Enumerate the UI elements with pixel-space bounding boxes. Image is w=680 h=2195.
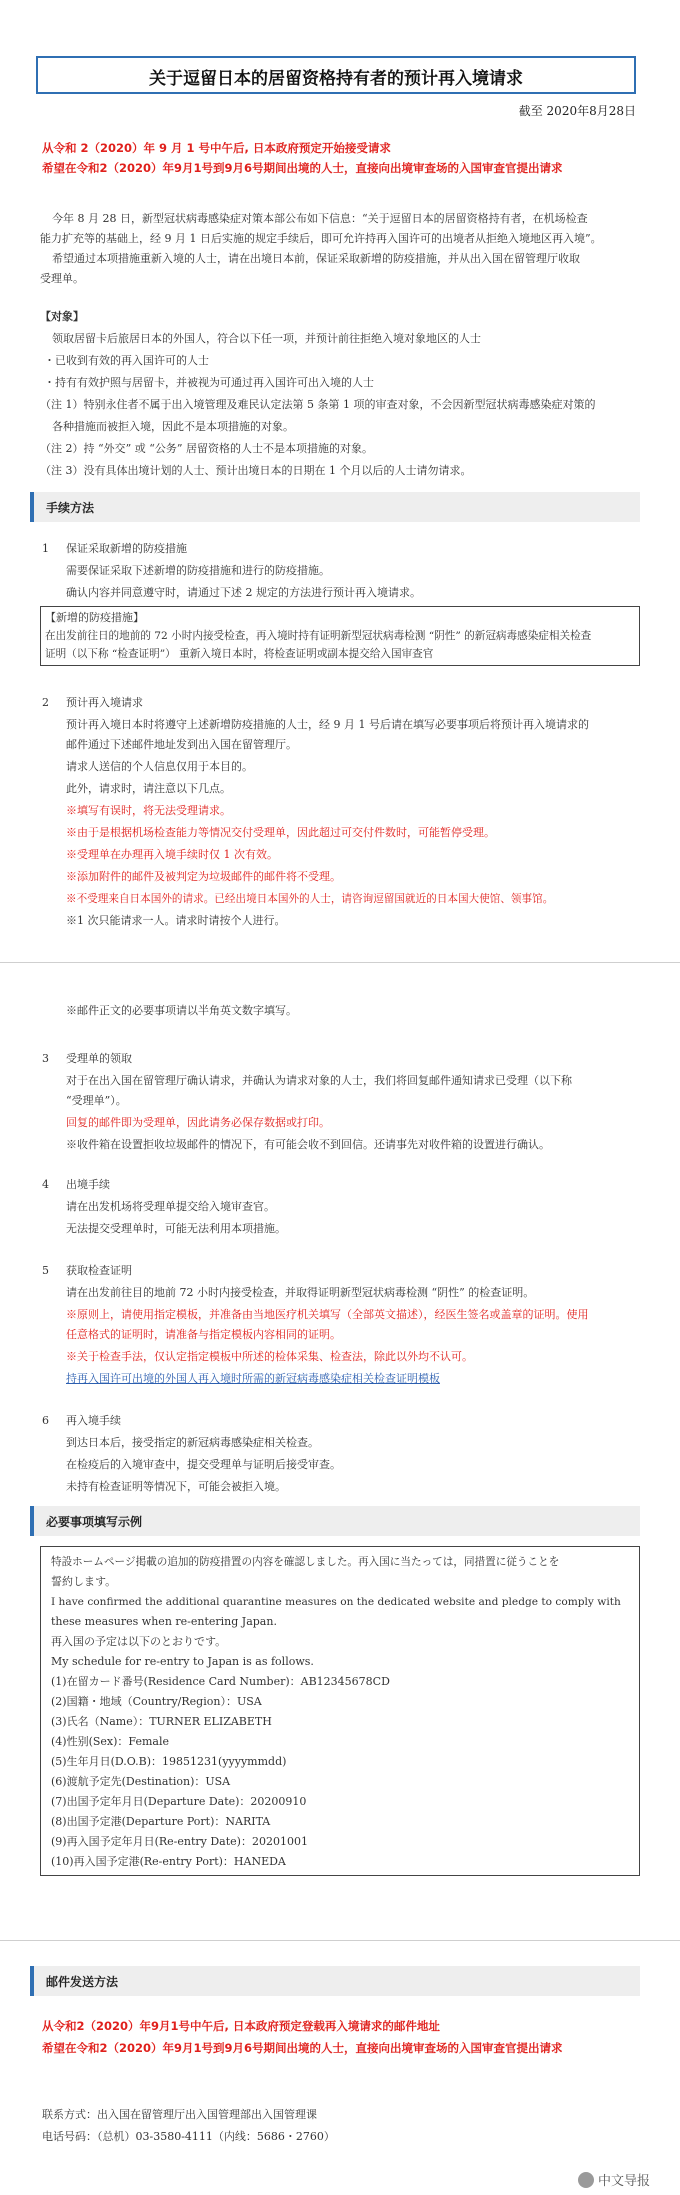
- step-line-warning: ※由于是根据机场检查能力等情况交付受理单，因此超过可交付件数时，可能暂停受理。: [66, 826, 495, 839]
- step-title: 保证采取新增的防疫措施: [66, 542, 187, 555]
- step-line: 请在出发机场将受理单提交给入境审查官。: [66, 1200, 275, 1213]
- step-number: 1: [42, 542, 49, 555]
- step-line-warning: 任意格式的证明时，请准备与指定模板内容相同的证明。: [66, 1328, 341, 1341]
- step-line-warning: ※不受理来自日本国外的请求。已经出境日本国外的人士，请咨询逗留国就近的日本国大使馆、领事馆。: [66, 893, 554, 905]
- step-line: ※收件箱在设置拒收垃圾邮件的情况下，有可能会收不到回信。还请事先对收件箱的设置进行确认。: [66, 1138, 550, 1151]
- section-title: 邮件发送方法: [46, 1975, 119, 1989]
- target-line: （注 1）特别永住者不属于出入境管理及难民认定法第 5 条第 1 项的审查对象，不会因新型冠状病毒感染症对策的: [40, 398, 596, 411]
- step-line: 此外，请求时，请注意以下几点。: [66, 782, 231, 795]
- example-line: (4)性别(Sex)：Female: [51, 1735, 169, 1748]
- section-bar-mail: [30, 1966, 640, 1996]
- page-title: 关于逗留日本的居留资格持有者的预计再入境请求: [149, 69, 523, 89]
- step-title: 获取检查证明: [66, 1264, 132, 1277]
- page-divider: [0, 1940, 680, 1941]
- date-label: 截至 2020年8月28日: [518, 104, 636, 118]
- step-line: 未持有检查证明等情况下，可能会被拒入境。: [66, 1480, 286, 1493]
- step-line: “受理单”）。: [66, 1094, 127, 1107]
- example-line: (5)生年月日(D.O.B)：19851231(yyyymmdd): [51, 1755, 287, 1768]
- step-line-warning: ※添加附件的邮件及被判定为垃圾邮件的邮件将不受理。: [66, 870, 341, 883]
- email-note: ※邮件正文的必要事项请以半角英文数字填写。: [66, 1004, 297, 1017]
- target-heading: 【对象】: [40, 310, 84, 323]
- step-number: 5: [42, 1264, 49, 1277]
- step-line-warning: ※填写有误时，将无法受理请求。: [66, 804, 231, 817]
- step-line: 对于在出入国在留管理厅确认请求，并确认为请求对象的人士，我们将回复邮件通知请求已受理（以下称: [66, 1074, 572, 1087]
- example-line: My schedule for re-entry to Japan is as follows.: [51, 1655, 314, 1668]
- example-line: I have confirmed the additional quarantine measures on the dedicated website and pledge to comply with: [51, 1596, 621, 1608]
- step-line: 邮件通过下述邮件地址发到出入国在留管理厅。: [66, 738, 297, 751]
- section-title: 手续方法: [46, 501, 95, 515]
- example-line: these measures when re-entering Japan.: [51, 1615, 277, 1628]
- watermark-text: 中文导报: [597, 2174, 650, 2189]
- step-line-warning: ※原则上，请使用指定模板，并准备由当地医疗机关填写（全部英文描述），经医生签名或盖章的证明。使用: [66, 1308, 589, 1321]
- mail-notice-line: 希望在令和2（2020）年9月1号到9月6号期间出境的人士，直接向出境审查场的入国审查官提出请求: [42, 2041, 563, 2055]
- contact-phone: 电话号码：（总机）03-3580-4111（内线：5686・2760）: [42, 2130, 335, 2143]
- target-line: （注 2）持 “外交” 或 “公务” 居留资格的人士不是本项措施的对象。: [40, 442, 373, 455]
- step-line-warning: ※受理单在办理再入境手续时仅 1 次有效。: [66, 848, 278, 861]
- step-line: 到达日本后，接受指定的新冠病毒感染症相关检查。: [66, 1436, 319, 1449]
- step-line: 请在出发前往目的地前 72 小时内接受检查，并取得证明新型冠状病毒检测 “阴性” 的检查证明。: [66, 1286, 535, 1299]
- step-title: 再入境手续: [66, 1414, 121, 1427]
- step-line-warning: 回复的邮件即为受理单，因此请务必保存数据或打印。: [66, 1116, 330, 1129]
- measures-line: 证明（以下称 “检查证明”） 重新入境日本时，将检查证明或副本提交给入国审查官: [45, 648, 434, 660]
- page-divider: [0, 962, 680, 963]
- example-line: (8)出国予定港(Departure Port)：NARITA: [51, 1815, 271, 1828]
- target-line: 各种措施而被拒入境，因此不是本项措施的对象。: [52, 420, 294, 433]
- target-line: ・持有有效护照与居留卡，并被视为可通过再入国许可出入境的人士: [44, 376, 374, 389]
- example-line: (7)出国予定年月日(Departure Date)：20200910: [51, 1795, 307, 1808]
- intro-line-4: 受理单。: [40, 272, 84, 285]
- notice-line-1: 从令和 2（2020）年 9 月 1 号中午后, 日本政府预定开始接受请求: [42, 141, 391, 155]
- example-line: 誓約します。: [51, 1575, 117, 1588]
- example-line: (3)氏名（Name）：TURNER ELIZABETH: [51, 1715, 272, 1728]
- example-line: (6)渡航予定先(Destination)：USA: [51, 1775, 231, 1788]
- step-line-warning: ※关于检查手法，仅认定指定模板中所述的检体采集、检查法，除此以外均不认可。: [66, 1350, 473, 1363]
- measures-box: [40, 606, 640, 666]
- target-line: ・已收到有效的再入国许可的人士: [44, 354, 209, 367]
- measures-heading: 【新增的防疫措施】: [45, 611, 144, 624]
- step-title: 预计再入境请求: [66, 696, 143, 709]
- example-line: 特設ホームページ掲載の追加的防疫措置の内容を確認しました。再入国に当たっては，同措置に従うことを: [51, 1556, 560, 1568]
- section-bar-procedure: [30, 492, 640, 522]
- section-title: 必要事项填写示例: [46, 1515, 143, 1529]
- certificate-template-link[interactable]: 持再入国许可出境的外国人再入境时所需的新冠病毒感染症相关检查证明模板: [66, 1372, 440, 1385]
- target-line: 领取居留卡后旅居日本的外国人，符合以下任一项，并预计前往拒绝入境对象地区的人士: [52, 332, 481, 345]
- contact-line: 联系方式：出入国在留管理厅出入国管理部出入国管理课: [42, 2108, 317, 2121]
- notice-line-2: 希望在令和2（2020）年9月1号到9月6号期间出境的人士，直接向出境审查场的入国审查官提出请求: [42, 161, 563, 175]
- step-number: 3: [42, 1052, 49, 1065]
- example-line: (2)国籍・地域（Country/Region）：USA: [51, 1695, 262, 1708]
- mail-notice-line: 从令和2（2020）年9月1号中午后, 日本政府预定登载再入境请求的邮件地址: [42, 2019, 440, 2033]
- section-bar-example: [30, 1506, 640, 1536]
- title-box: [36, 56, 636, 94]
- step-line: 无法提交受理单时，可能无法利用本项措施。: [66, 1222, 286, 1235]
- wechat-icon: [578, 2172, 594, 2188]
- intro-line-2: 能力扩充等的基础上，经 9 月 1 日后实施的规定手续后，即可允许持再入国许可的出境者从拒绝入境地区再入境”。: [40, 232, 602, 245]
- step-line: 需要保证采取下述新增的防疫措施和进行的防疫措施。: [66, 564, 330, 577]
- step-line: 请求人送信的个人信息仅用于本目的。: [66, 760, 253, 773]
- step-number: 2: [42, 696, 49, 709]
- watermark: [578, 2170, 650, 2189]
- intro-line-3: 希望通过本项措施重新入境的人士，请在出境日本前，保证采取新增的防疫措施，并从出入国在留管理厅收取: [52, 252, 580, 265]
- example-line: (9)再入国予定年月日(Re-entry Date)：20201001: [51, 1835, 308, 1848]
- measures-line: 在出发前往日的地前的 72 小时内接受检查，再入境时持有证明新型冠状病毒检测 “阴性” 的新冠病毒感染症相关检查: [45, 630, 592, 642]
- target-line: （注 3）没有具体出境计划的人士、预计出境日本的日期在 1 个月以后的人士请勿请求。: [40, 464, 472, 477]
- step-line: ※1 次只能请求一人。请求时请按个人进行。: [66, 914, 286, 927]
- intro-line-1: 今年 8 月 28 日，新型冠状病毒感染症对策本部公布如下信息：“关于逗留日本的居留资格持有者，在机场检查: [52, 212, 588, 225]
- example-box: [40, 1546, 640, 1876]
- step-number: 4: [42, 1178, 49, 1191]
- example-line: (1)在留カード番号(Residence Card Number)：AB12345678CD: [51, 1675, 390, 1688]
- step-number: 6: [42, 1414, 49, 1427]
- step-title: 受理单的领取: [66, 1052, 132, 1065]
- example-line: (10)再入国予定港(Re-entry Port)：HANEDA: [51, 1855, 286, 1868]
- step-line: 确认内容并同意遵守时，请通过下述 2 规定的方法进行预计再入境请求。: [66, 586, 421, 599]
- step-title: 出境手续: [66, 1178, 110, 1191]
- step-line: 预计再入境日本时将遵守上述新增防疫措施的人士，经 9 月 1 号后请在填写必要事项后将预计再入境请求的: [66, 718, 589, 731]
- example-line: 再入国の予定は以下のとおりです。: [51, 1635, 227, 1648]
- step-line: 在检疫后的入境审查中，提交受理单与证明后接受审查。: [66, 1458, 341, 1471]
